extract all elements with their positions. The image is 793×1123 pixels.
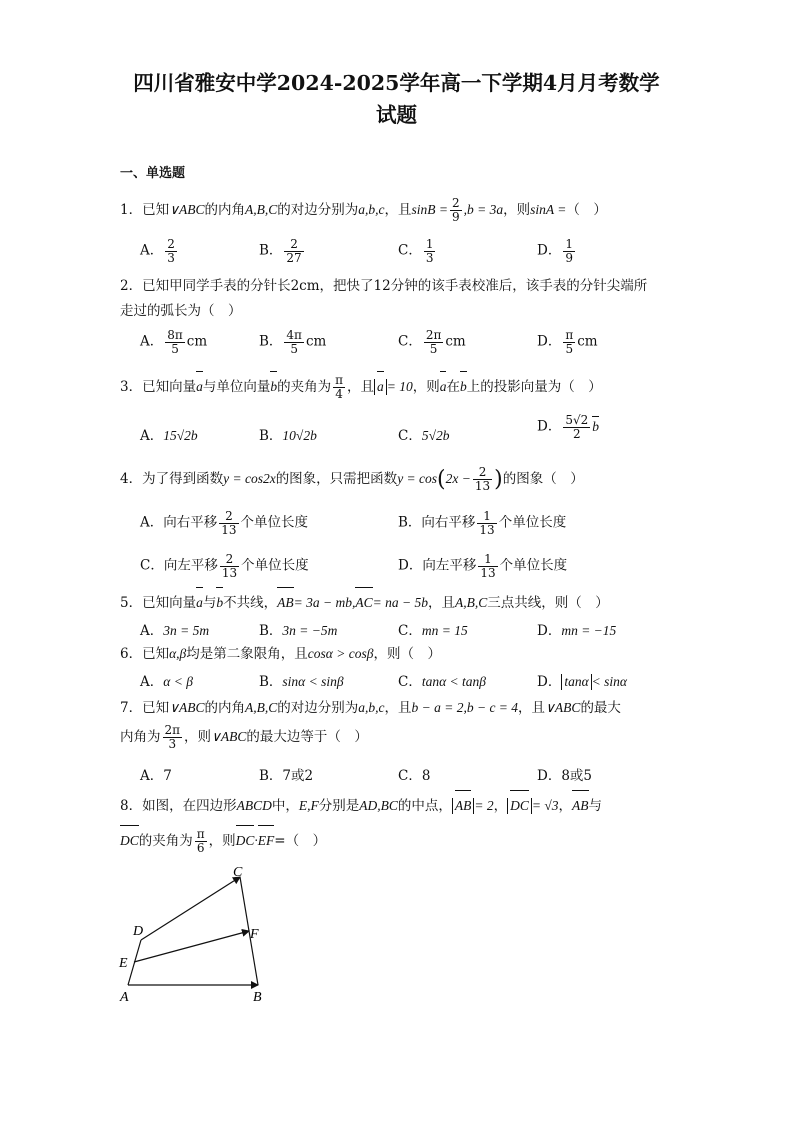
numerator: 1 <box>478 553 497 567</box>
denominator: 13 <box>221 522 237 537</box>
segment-ad <box>128 940 141 985</box>
q8-equation: = 2 <box>474 798 494 813</box>
option-text: sinα < sinβ <box>282 674 344 689</box>
q6-option-c[interactable] <box>398 670 486 690</box>
q4-function: y = cos2x <box>223 471 276 486</box>
label-e: E <box>119 956 128 971</box>
q1-triangle: ∨ABC <box>169 202 205 217</box>
q3-text: 与单位向量 <box>202 379 271 395</box>
option-fraction <box>563 238 575 264</box>
label-d: D <box>133 924 144 939</box>
q1-option-a[interactable] <box>140 238 179 264</box>
option-label: C． <box>398 768 422 784</box>
numerator: 1 <box>477 510 496 524</box>
q7-text: ，且 <box>518 700 546 716</box>
option-text: tanα < tanβ <box>421 674 487 689</box>
question-2-line2: 走过的弧长为（ ） <box>120 303 242 319</box>
denominator: 9 <box>451 210 460 224</box>
denominator: 13 <box>479 522 495 537</box>
option-unit: cm <box>577 333 598 350</box>
q7-option-d[interactable] <box>537 764 592 784</box>
vector-ef: EF <box>258 828 275 853</box>
q3-option-b[interactable] <box>259 424 317 444</box>
q1-text: 的对边分别为 <box>277 202 359 218</box>
q6-text: ，则（ ） <box>373 646 441 662</box>
q3-text: ，则 <box>412 379 440 395</box>
q5-text: 与 <box>202 595 217 611</box>
numerator: 2π <box>425 328 442 342</box>
page-title-line2: 试题 <box>376 103 417 127</box>
option-text: 个单位长度 <box>241 557 309 574</box>
option-fraction <box>563 414 590 440</box>
option-label: C． <box>140 557 164 574</box>
option-text: < sinα <box>591 674 627 689</box>
q8-text: ，则 <box>208 833 236 849</box>
q5-text: 不共线， <box>223 595 278 611</box>
q3-option-d[interactable] <box>537 414 599 440</box>
numerator: 5√2 <box>565 413 589 427</box>
q7-prefix: 7．已知 <box>120 700 170 716</box>
q1-text: ，则 <box>503 202 531 218</box>
option-label: C． <box>398 242 422 259</box>
option-label: A． <box>140 674 164 690</box>
q3-text: 的夹角为 <box>277 379 332 395</box>
denominator: 9 <box>565 250 573 265</box>
q4-option-b[interactable] <box>398 510 566 536</box>
paren-close: ) <box>494 467 503 492</box>
denominator: 2 <box>572 426 581 441</box>
q3-option-a[interactable] <box>140 424 198 444</box>
option-label: B． <box>259 333 283 350</box>
q6-option-a[interactable] <box>140 670 193 690</box>
q2-option-d[interactable] <box>537 329 598 355</box>
q6-prefix: 6．已知 <box>120 646 170 662</box>
dot-operator: · <box>254 833 258 848</box>
label-a: A <box>120 990 129 1005</box>
q3-option-c[interactable] <box>398 424 450 444</box>
option-label: B． <box>259 428 283 444</box>
q2-option-b[interactable] <box>259 329 326 355</box>
q1-option-c[interactable] <box>398 238 437 264</box>
q8-equation: = √3 <box>531 798 559 813</box>
q5-option-a[interactable] <box>140 619 209 639</box>
vector-b: b <box>460 374 467 399</box>
numerator: 2 <box>219 510 238 524</box>
q5-text: ，且 <box>427 595 455 611</box>
q8-text: ， <box>493 798 508 814</box>
option-label: B． <box>398 514 422 531</box>
vector-dc: DC <box>120 828 139 853</box>
numerator: 2π <box>164 723 181 738</box>
numerator: 2 <box>220 553 239 567</box>
option-label: D． <box>537 768 562 784</box>
question-7-line1 <box>120 695 680 721</box>
option-label: D． <box>398 557 423 574</box>
option-fraction <box>284 329 304 355</box>
question-6 <box>120 641 680 667</box>
q1-text: 的内角 <box>204 202 245 218</box>
q2-option-a[interactable] <box>140 329 207 355</box>
q8-prefix: 8．如图，在四边形 <box>120 798 237 814</box>
q5-equation: = na − 5b <box>372 595 428 610</box>
option-label: D． <box>537 333 562 350</box>
q7-text: 的内角 <box>204 700 245 716</box>
q7-text: 的最大 <box>580 700 621 716</box>
denominator: 5 <box>565 341 574 356</box>
q7-triangle: ∨ABC <box>169 700 205 715</box>
q3-magnitude <box>374 379 387 395</box>
option-text: 15√2b <box>163 428 198 443</box>
q1-fraction <box>450 197 462 223</box>
option-text: 5√2b <box>421 428 450 443</box>
label-b: B <box>253 990 262 1005</box>
vector-b: b <box>270 374 277 399</box>
q6-angles: α,β <box>169 646 187 661</box>
option-unit: cm <box>305 333 327 350</box>
q7-option-c[interactable] <box>398 764 430 784</box>
q5-prefix: 5．已知向量 <box>120 595 197 611</box>
q1-tail: （ ） <box>566 202 607 218</box>
vector-ac: AC <box>355 590 372 615</box>
option-text: tanα <box>564 674 589 689</box>
page-title-line1: 四川省雅安中学2024-2025学年高一下学期4月月考数学 <box>133 71 660 95</box>
q4-option-c[interactable] <box>140 553 309 579</box>
q1-text: ，且 <box>384 202 412 218</box>
option-label: A． <box>140 623 164 639</box>
denominator: 4 <box>335 387 343 401</box>
q4-text: 的图象，只需把函数 <box>275 471 398 487</box>
option-unit: cm <box>445 333 466 350</box>
denominator: 13 <box>480 565 496 580</box>
q8-points: E,F <box>298 798 319 813</box>
vector-a: a <box>377 374 384 399</box>
q8-text: =（ ） <box>274 833 327 849</box>
option-text: 个单位长度 <box>499 557 568 574</box>
option-label: C． <box>398 674 422 690</box>
q7-condition: b − a = 2,b − c = 4 <box>411 700 519 715</box>
q8-fraction <box>195 828 207 854</box>
option-label: C． <box>398 333 422 350</box>
option-text: 个单位长度 <box>240 514 309 531</box>
option-fraction <box>220 553 239 579</box>
question-4 <box>120 466 680 493</box>
q3-text: ，且 <box>346 379 374 395</box>
q8-text: 与 <box>588 798 603 814</box>
q7-triangle: ∨ABC <box>545 700 581 715</box>
q5-equation: = 3a − mb, <box>293 595 356 610</box>
denominator: 5 <box>429 341 438 356</box>
option-label: B． <box>259 623 283 639</box>
vector-a: a <box>196 590 203 615</box>
option-label: D． <box>537 623 562 639</box>
q4-text: 的图象（ ） <box>502 471 584 487</box>
denominator: 3 <box>168 737 177 751</box>
option-text: 向左平移 <box>163 557 218 574</box>
option-label: C． <box>398 623 422 639</box>
q5-points: A,B,C <box>454 595 488 610</box>
q7-triangle: ∨ABC <box>211 729 247 744</box>
q5-option-c[interactable] <box>398 619 468 639</box>
option-text: 个单位长度 <box>498 514 567 531</box>
option-fraction <box>284 238 303 264</box>
denominator: 6 <box>196 841 205 855</box>
vector-dc: DC <box>236 828 255 853</box>
label-c: C <box>233 865 243 880</box>
q8-quad: ABCD <box>236 798 272 813</box>
question-2-line1: 2．已知甲同学手表的分针长2cm，把快了12分钟的该手表校准后，该手表的分针尖端所 <box>120 278 648 294</box>
numerator: 1 <box>425 237 434 251</box>
q4-option-a[interactable] <box>140 510 308 536</box>
vector-a: a <box>196 374 203 399</box>
numerator: 4π <box>286 328 302 342</box>
q1-ask: sinA = <box>530 202 567 217</box>
q3-text: 上的投影向量为（ ） <box>466 379 602 395</box>
numerator: 2 <box>473 466 492 480</box>
q4-fraction <box>473 466 492 492</box>
q7-text: ，则 <box>184 729 212 745</box>
q1-angles: A,B,C <box>244 202 278 217</box>
option-label: A． <box>140 242 164 259</box>
denominator: 13 <box>221 565 238 580</box>
label-f: F <box>250 927 259 942</box>
q8-magnitude-ab <box>452 798 475 814</box>
option-text: 8 <box>421 768 431 784</box>
q3-angle-fraction <box>333 374 345 400</box>
question-1 <box>120 197 680 224</box>
q7-option-b[interactable] <box>259 764 313 784</box>
q6-text: 均是第二象限角，且 <box>186 646 308 662</box>
numerator: π <box>196 827 205 842</box>
q4-function: 2x − <box>445 471 471 486</box>
question-5 <box>120 590 680 616</box>
denominator: 5 <box>171 341 179 356</box>
option-label: A． <box>140 768 164 784</box>
q7-text: 的最大边等于（ ） <box>246 729 368 745</box>
vector-ab: AB <box>572 793 589 818</box>
q4-function: y = cos <box>397 471 438 486</box>
option-text: 3n = −5m <box>282 623 338 638</box>
option-label: B． <box>259 242 283 259</box>
option-text: 向右平移 <box>163 514 218 531</box>
q7-text: 的对边分别为 <box>277 700 359 716</box>
q8-segments: AD,BC <box>359 798 398 813</box>
denominator: 27 <box>286 250 302 265</box>
q4-prefix: 4．为了得到函数 <box>120 471 224 487</box>
option-text: 3n = 5m <box>163 623 210 638</box>
denominator: 3 <box>167 250 175 265</box>
vector-dc-arrow <box>141 877 240 940</box>
question-7-line2 <box>120 724 680 751</box>
option-fraction <box>219 510 238 536</box>
option-label: A． <box>140 514 164 531</box>
option-label: A． <box>140 333 164 350</box>
option-text: 7 <box>163 768 172 784</box>
option-fraction <box>424 329 444 355</box>
option-label: D． <box>537 418 562 435</box>
option-fraction <box>478 553 497 579</box>
option-fraction <box>165 238 177 264</box>
q7-sides: a,b,c <box>358 700 385 715</box>
denominator: 5 <box>290 341 298 356</box>
q4-option-d[interactable] <box>398 553 567 579</box>
option-fraction <box>424 238 436 264</box>
option-text: 向左平移 <box>422 557 477 574</box>
option-label: B． <box>259 768 283 784</box>
q6-option-b[interactable] <box>259 670 344 690</box>
q7-text: 内角为 <box>120 729 161 745</box>
q1-option-d[interactable] <box>537 238 577 264</box>
option-abs <box>561 674 591 690</box>
option-text: 7或2 <box>282 768 314 784</box>
q8-text: 的夹角为 <box>138 833 193 849</box>
section-heading: 一、单选题 <box>120 166 186 181</box>
numerator: 8π <box>167 328 183 342</box>
vector-ab: AB <box>455 793 472 818</box>
q1-condition: ,b = 3a <box>463 202 504 217</box>
option-fraction <box>165 329 185 355</box>
option-text: mn = −15 <box>561 623 617 638</box>
vector-a: a <box>440 374 447 399</box>
vector-ab: AB <box>277 590 294 615</box>
option-unit: cm <box>186 333 208 350</box>
question-8-line1 <box>120 793 680 819</box>
q7-fraction <box>163 724 183 750</box>
q7-angles: A,B,C <box>244 700 278 715</box>
q1-sides: a,b,c <box>358 202 385 217</box>
question-8-line2 <box>120 828 680 855</box>
q8-text: ， <box>558 798 573 814</box>
q8-magnitude-dc <box>507 798 532 814</box>
q1-option-b[interactable] <box>259 238 306 264</box>
q3-text: 在 <box>446 379 460 395</box>
option-text: 10√2b <box>282 428 317 443</box>
q7-option-a[interactable] <box>140 764 172 784</box>
q5-text: 三点共线，则（ ） <box>487 595 609 611</box>
numerator: 2 <box>167 237 175 251</box>
q3-equation: = 10 <box>386 379 413 394</box>
denominator: 13 <box>474 479 491 493</box>
numerator: π <box>335 373 343 388</box>
q5-option-b[interactable] <box>259 619 337 639</box>
option-fraction <box>563 329 575 355</box>
vector-dc: DC <box>510 793 529 818</box>
vector-b: b <box>592 418 599 434</box>
option-text: mn = 15 <box>421 623 468 638</box>
q6-option-d[interactable] <box>537 670 627 690</box>
q6-condition: cosα > cosβ <box>307 646 374 661</box>
option-text: 8或5 <box>561 768 593 784</box>
q8-text: 中， <box>271 798 299 814</box>
q5-option-d[interactable] <box>537 619 616 639</box>
q7-text: ，且 <box>384 700 412 716</box>
option-label: A． <box>140 428 164 444</box>
numerator: 1 <box>565 237 573 251</box>
option-label: C． <box>398 428 422 444</box>
q1-prefix: 1．已知 <box>120 202 170 218</box>
q2-option-c[interactable] <box>398 329 466 355</box>
denominator: 3 <box>425 250 434 265</box>
option-label: D． <box>537 674 562 690</box>
q8-text: 的中点， <box>397 798 452 814</box>
question-3 <box>120 374 680 401</box>
option-fraction <box>477 510 496 536</box>
q3-prefix: 3．已知向量 <box>120 379 197 395</box>
numerator: π <box>565 328 574 342</box>
option-label: B． <box>259 674 283 690</box>
numerator: 2 <box>451 196 460 211</box>
q1-condition: sinB = <box>411 202 448 217</box>
vector-ef-arrow <box>134 931 249 962</box>
option-text: α < β <box>163 674 193 689</box>
paren-open: ( <box>437 467 446 492</box>
numerator: 2 <box>284 238 303 252</box>
option-text: 向右平移 <box>421 514 476 531</box>
option-label: D． <box>537 242 562 259</box>
quadrilateral-figure <box>110 858 310 1018</box>
vector-b: b <box>216 590 223 615</box>
q8-text: 分别是 <box>318 798 360 814</box>
